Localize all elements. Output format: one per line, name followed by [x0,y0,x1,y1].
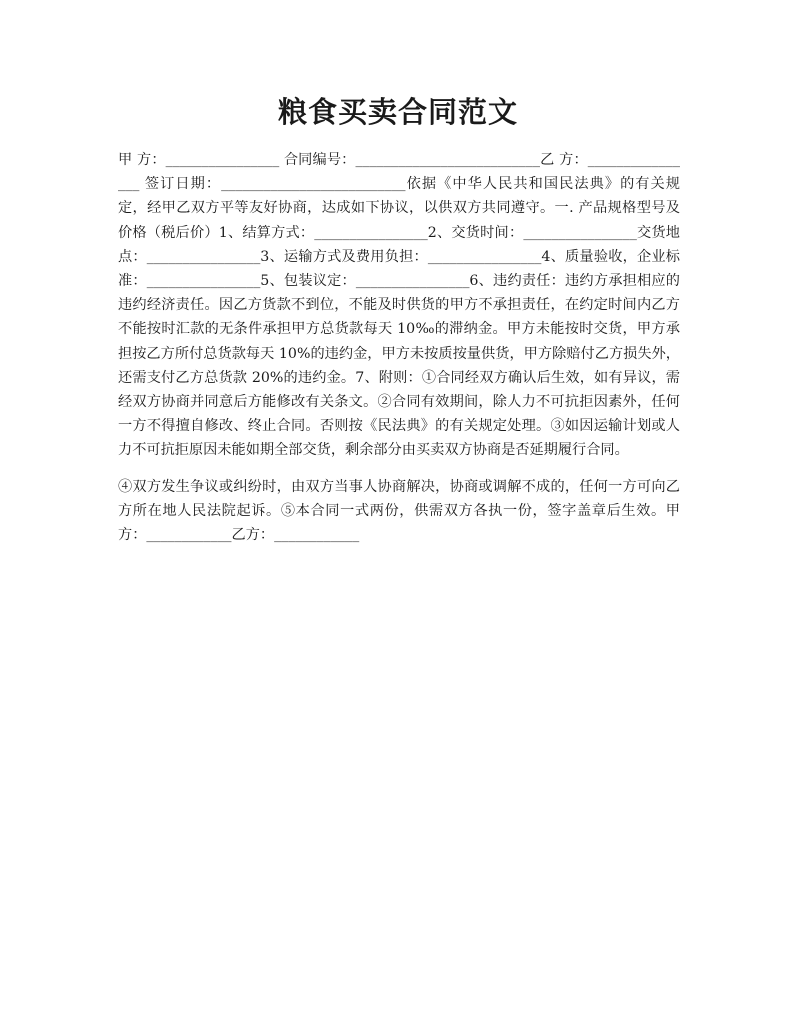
document-body [118,148,680,547]
contract-paragraph-main: 甲 方：________________ 合同编号：__________________________乙 方：________________ 签订日期：__________________________依据《中华人民共和国民法典》的有关规定，经甲乙双方平等友好协商，达成如下协议，以供双方共同遵守。一. 产品规格型号及价格（税后价）1、结算方式：________________2、交货时间：________________交货地点：________________3、运输方式及费用负担：________________4、质量验收，企业标准：________________5、包装议定：________________6、违约责任：违约方承担相应的违约经济责任。因乙方货款不到位，不能及时供货的甲方不承担责任，在约定时间内乙方不能按时汇款的无条件承担甲方总货款每天 10‰的滞纳金。甲方未能按时交货，甲方承担按乙方所付总货款每天 10%的违约金，甲方未按质按量供货，甲方除赔付乙方损失外，还需支付乙方总货款 20%的违约金。7、附则：①合同经双方确认后生效，如有异议，需经双方协商并同意后方能修改有关条文。②合同有效期间，除人力不可抗拒因素外，任何一方不得擅自修改、终止合同。否则按《民法典》的有关规定处理。③如因运输计划或人力不可抗拒原因未能如期全部交货，剩余部分由买卖双方协商是否延期履行合同。 [118,152,680,459]
contract-paragraph-closing: ④双方发生争议或纠纷时，由双方当事人协商解决，协商或调解不成的，任何一方可向乙方所在地人民法院起诉。⑤本合同一式两份，供需双方各执一份，签字盖章后生效。甲方：____________乙方：____________ [118,478,680,544]
document-title: 粮食买卖合同范文 [277,95,518,129]
